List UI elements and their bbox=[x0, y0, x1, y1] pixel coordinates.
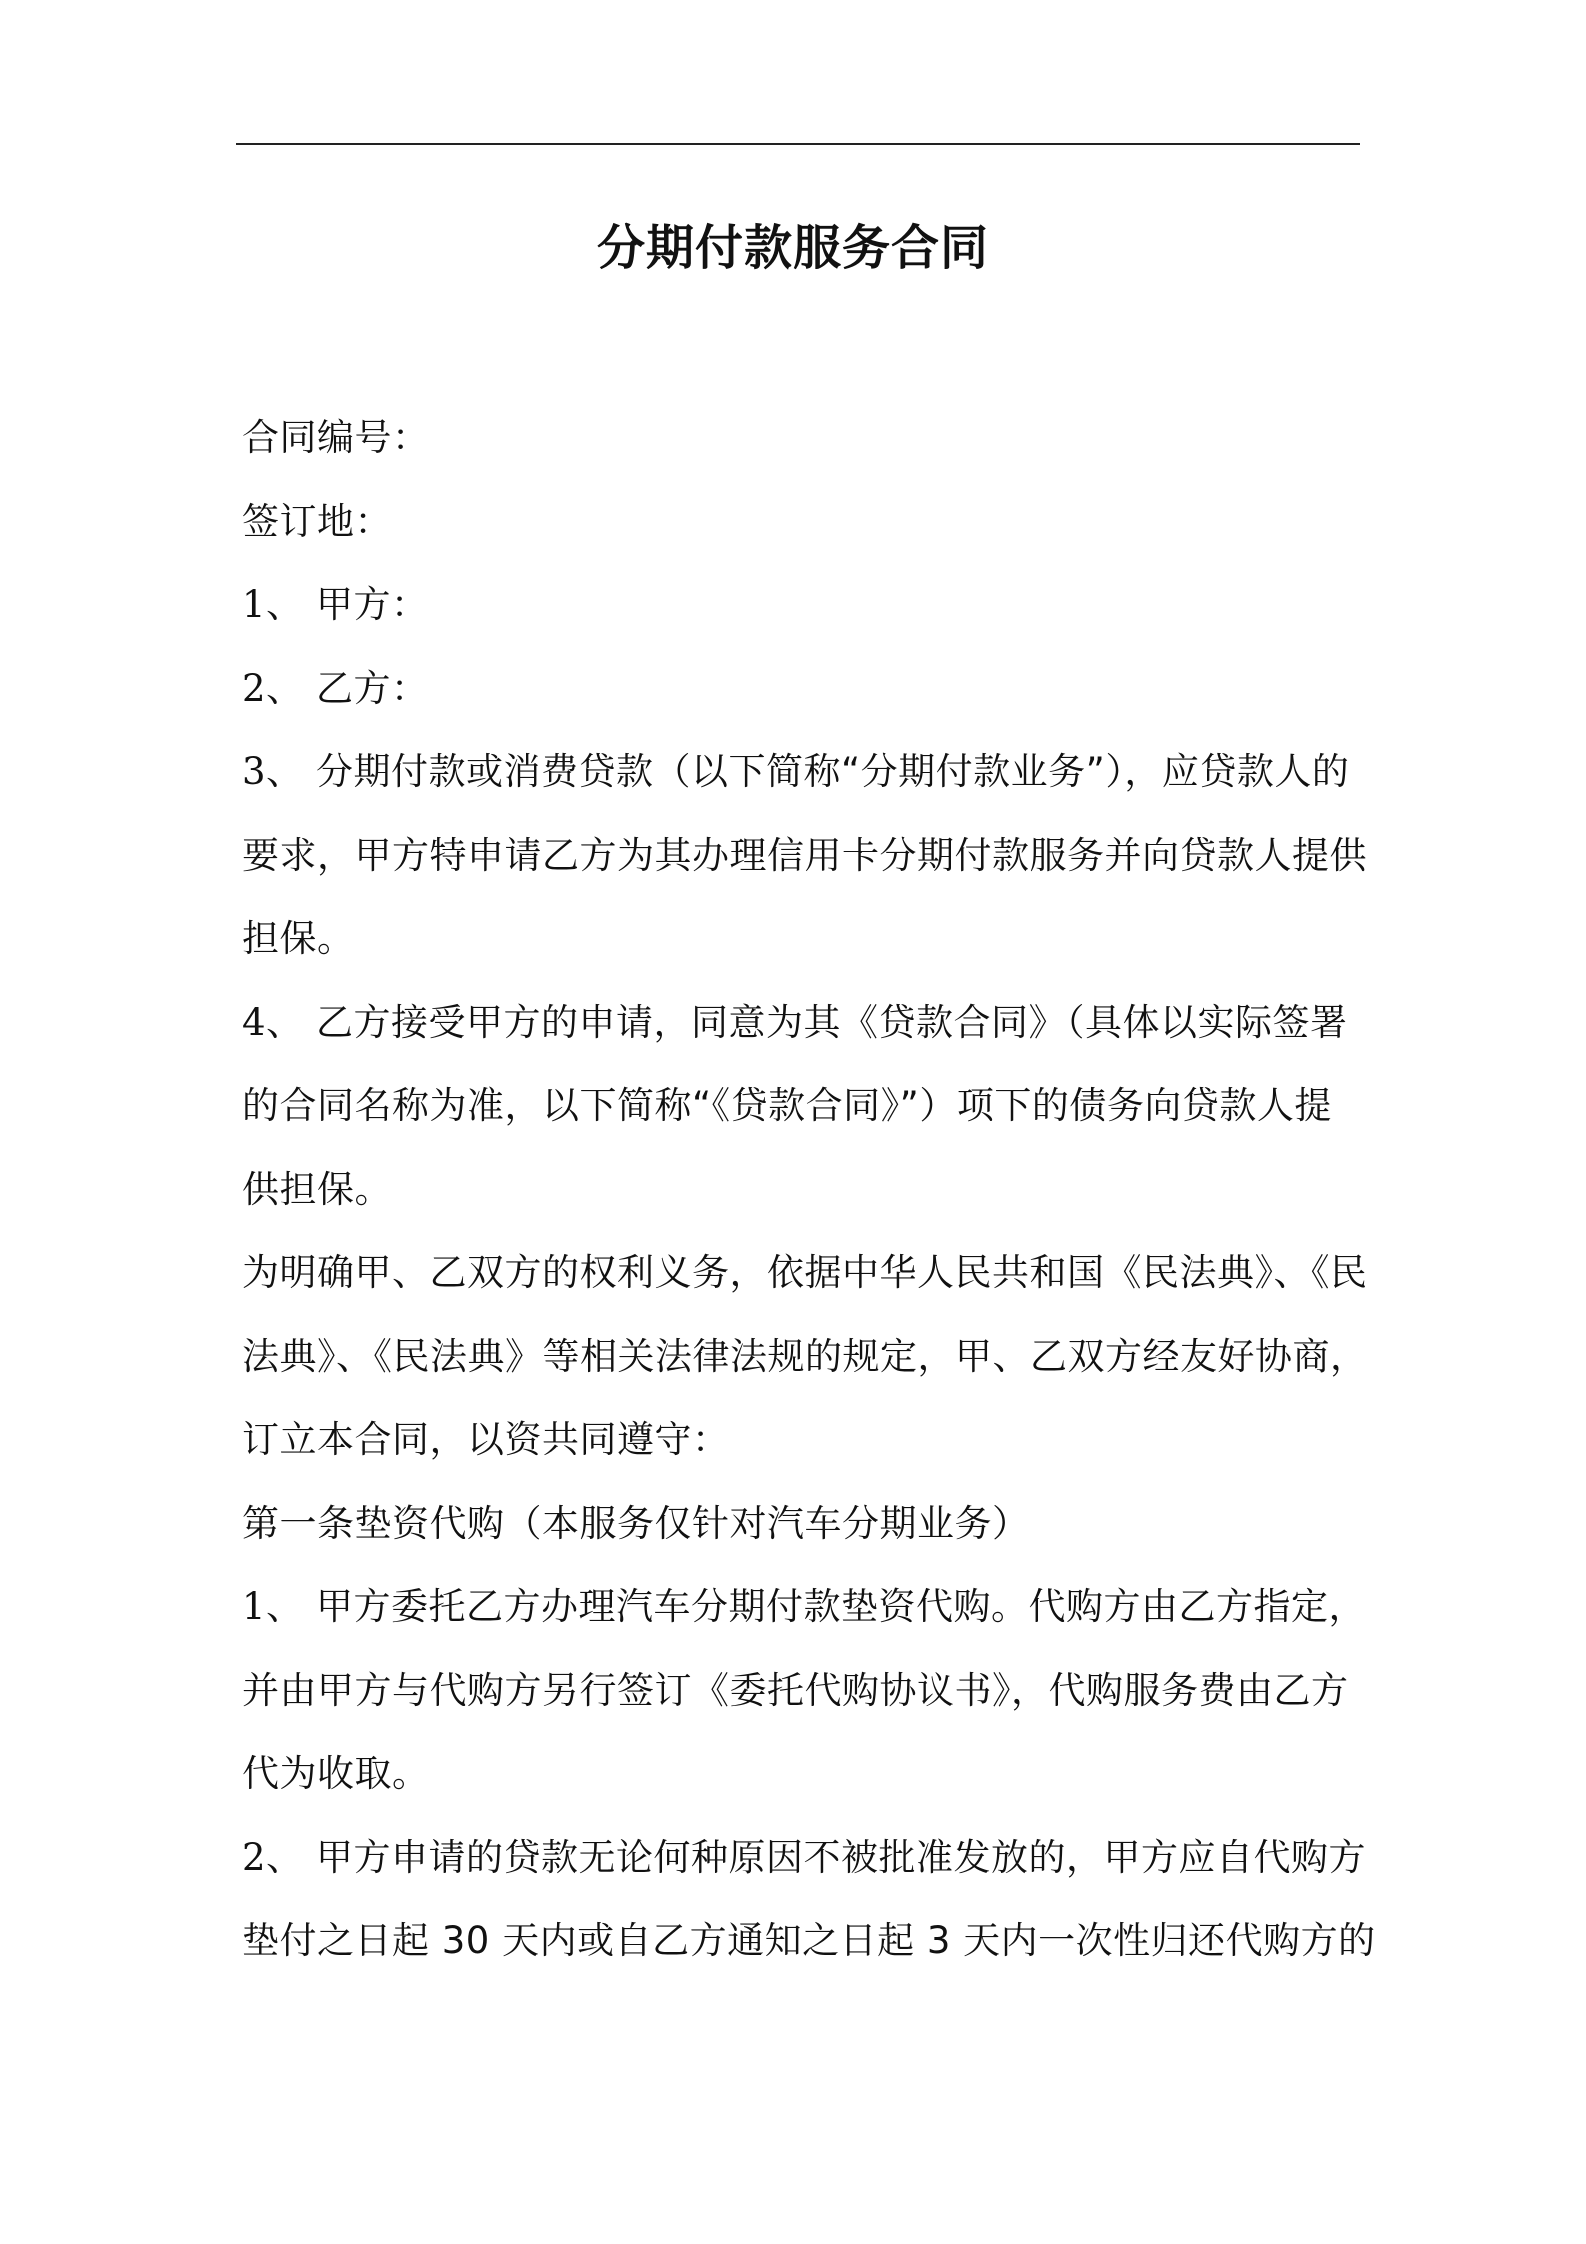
article-1-item-1 bbox=[242, 1565, 1366, 1649]
paragraph-line: 的合同名称为准，以下简称“《贷款合同》”）项下的债务向贷款人提 bbox=[242, 1084, 1332, 1127]
sign-place-label: 签订地： bbox=[242, 499, 392, 543]
list-item-4 bbox=[242, 981, 1358, 1065]
list-item-party-a bbox=[242, 563, 1358, 647]
contract-no-label: 合同编号： bbox=[242, 416, 430, 459]
paragraph-line: 垫付之日起 30 天内或自乙方通知之日起 3 天内一次性归还代购方的 bbox=[242, 1919, 1376, 1962]
item-number: 3、 bbox=[242, 750, 304, 793]
article-1-heading: 第一条垫资代购（本服务仅针对汽车分期业务） bbox=[242, 1501, 1030, 1545]
list-item-3 bbox=[242, 730, 1358, 814]
document-title: 分期付款服务合同 bbox=[596, 220, 989, 276]
item-number: 2、 bbox=[242, 666, 304, 710]
item-text: 甲方： bbox=[316, 583, 429, 626]
item-text: 分期付款或消费贷款（以下简称“分期付款业务”），应贷款人的 bbox=[316, 750, 1350, 793]
item-text: 甲方委托乙方办理汽车分期付款垫资代购。代购方由乙方指定， bbox=[316, 1585, 1366, 1628]
item-number: 1、 bbox=[242, 1585, 304, 1628]
item-text: 甲方申请的贷款无论何种原因不被批准发放的，甲方应自代购方 bbox=[316, 1835, 1366, 1879]
paragraph-line: 并由甲方与代购方另行签订《委托代购协议书》，代购服务费由乙方 bbox=[242, 1668, 1349, 1712]
list-item-party-b bbox=[242, 647, 1358, 731]
item-number: 2、 bbox=[242, 1835, 304, 1879]
header-rule bbox=[236, 143, 1360, 145]
paragraph-line: 代为收取。 bbox=[242, 1752, 430, 1795]
article-1-item-2 bbox=[242, 1816, 1366, 1900]
item-text: 乙方接受甲方的申请，同意为其《贷款合同》（具体以实际签署 bbox=[316, 1000, 1348, 1044]
intro-line: 为明确甲、乙双方的权利义务，依据中华人民共和国《民法典》、《民 bbox=[242, 1251, 1368, 1294]
item-number: 4、 bbox=[242, 1000, 304, 1044]
paragraph-line: 担保。 bbox=[242, 917, 355, 960]
intro-line: 订立本合同，以资共同遵守： bbox=[242, 1418, 730, 1461]
paragraph-line: 供担保。 bbox=[242, 1167, 392, 1211]
item-text: 乙方： bbox=[316, 666, 429, 710]
document-body bbox=[242, 396, 1376, 1983]
item-number: 1、 bbox=[242, 583, 304, 626]
intro-line: 法典》、《民法典》等相关法律法规的规定，甲、乙双方经友好协商， bbox=[242, 1334, 1368, 1378]
paragraph-line: 要求，甲方特申请乙方为其办理信用卡分期付款服务并向贷款人提供 bbox=[242, 833, 1367, 877]
